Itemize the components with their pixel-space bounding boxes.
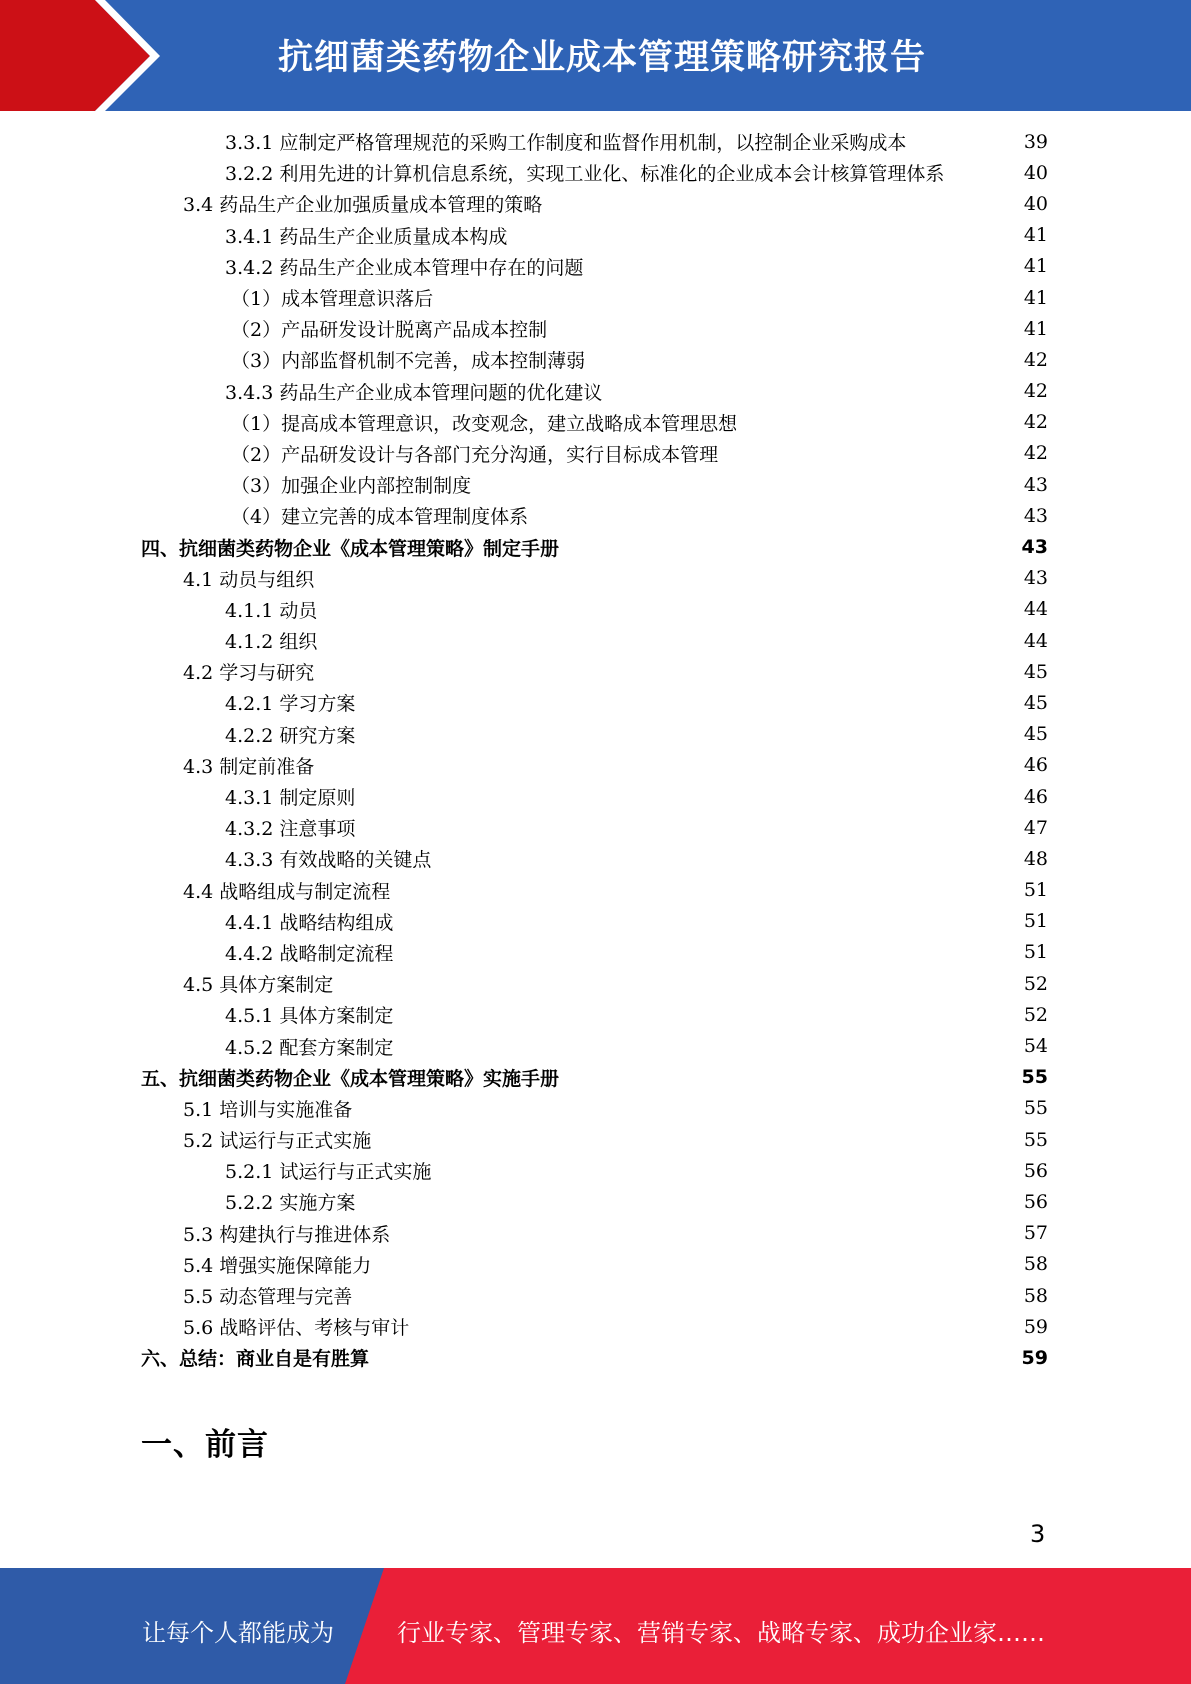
toc-entry-page: 42 <box>1023 380 1048 403</box>
toc-entry[interactable] <box>0 469 1191 500</box>
toc-entry[interactable] <box>0 376 1191 407</box>
toc-dot-leader <box>373 1348 995 1367</box>
toc-entry-label: 4.2.2 研究方案 <box>225 724 356 747</box>
toc-entry-page: 58 <box>1023 1284 1048 1307</box>
toc-entry-label: （1）成本管理意识落后 <box>231 288 434 311</box>
toc-entry-label: 4.4 战略组成与制定流程 <box>183 880 391 903</box>
toc-entry-page: 57 <box>1023 1222 1048 1245</box>
toc-dot-leader <box>546 194 995 213</box>
toc-entry-page: 41 <box>1023 286 1048 309</box>
toc-entry-page: 48 <box>1023 847 1048 870</box>
toc-entry-label: 5.4 增强实施保障能力 <box>183 1254 372 1277</box>
toc-entry-page: 42 <box>1023 348 1048 371</box>
toc-entry[interactable] <box>0 157 1191 188</box>
toc-entry-label: 五、抗细菌类药物企业《成本管理策略》实施手册 <box>141 1067 560 1090</box>
toc-entry-page: 41 <box>1023 224 1048 247</box>
toc-entry-page: 39 <box>1023 130 1048 153</box>
toc-entry-page: 55 <box>1021 1066 1048 1089</box>
toc-dot-leader <box>563 1068 995 1087</box>
footer-slogan-left: 让每个人都能成为 <box>142 1619 334 1647</box>
toc-entry-label: （3）加强企业内部控制制度 <box>231 475 472 498</box>
toc-entry[interactable] <box>0 407 1191 438</box>
toc-dot-leader <box>359 725 995 744</box>
toc-entry-label: 4.5 具体方案制定 <box>183 974 334 997</box>
toc-entry-page: 47 <box>1023 816 1048 839</box>
toc-entry[interactable] <box>0 1218 1191 1249</box>
toc-entry-page: 52 <box>1023 972 1048 995</box>
toc-entry[interactable] <box>0 999 1191 1030</box>
toc-entry-page: 51 <box>1023 910 1048 933</box>
toc-entry-page: 43 <box>1023 473 1048 496</box>
toc-dot-leader <box>606 382 995 401</box>
toc-entry-page: 41 <box>1023 317 1048 340</box>
toc-dot-leader <box>435 849 995 868</box>
toc-entry-label: 4.1.2 组织 <box>225 631 318 654</box>
toc-entry[interactable] <box>0 687 1191 718</box>
toc-dot-leader <box>359 818 995 837</box>
toc-dot-leader <box>532 506 995 525</box>
toc-entry-page: 43 <box>1021 536 1048 559</box>
toc-dot-leader <box>475 475 995 494</box>
toc-entry-page: 45 <box>1023 723 1048 746</box>
toc-entry-label: 3.2.2 利用先进的计算机信息系统，实现工业化、标准化的企业成本会计核算管理体系 <box>225 163 945 186</box>
toc-dot-leader <box>318 756 995 775</box>
toc-entry-label: 4.3.3 有效战略的关键点 <box>225 849 432 872</box>
toc-entry-label: 5.3 构建执行与推进体系 <box>183 1223 391 1246</box>
toc-dot-leader <box>589 350 995 369</box>
toc-entry[interactable] <box>0 1186 1191 1217</box>
toc-entry-label: 5.2 试运行与正式实施 <box>183 1130 372 1153</box>
toc-entry[interactable] <box>0 1342 1191 1373</box>
toc-entry-label: （4）建立完善的成本管理制度体系 <box>231 506 529 529</box>
toc-entry[interactable] <box>0 1249 1191 1280</box>
toc-entry-label: 3.4 药品生产企业加强质量成本管理的策略 <box>183 194 543 217</box>
toc-dot-leader <box>375 1130 995 1149</box>
toc-entry-label: （1）提高成本管理意识，改变观念，建立战略成本管理思想 <box>231 412 738 435</box>
toc-entry[interactable] <box>0 500 1191 531</box>
toc-entry-label: 3.4.2 药品生产企业成本管理中存在的问题 <box>225 256 584 279</box>
toc-dot-leader <box>359 693 995 712</box>
toc-entry-page: 59 <box>1023 1315 1048 1338</box>
toc-entry[interactable] <box>0 438 1191 469</box>
toc-dot-leader <box>394 881 995 900</box>
toc-entry-label: 4.2 学习与研究 <box>183 662 315 685</box>
toc-entry[interactable] <box>0 1155 1191 1186</box>
toc-entry-page: 59 <box>1021 1346 1048 1369</box>
toc-dot-leader <box>375 1255 995 1274</box>
toc-entry-page: 51 <box>1023 879 1048 902</box>
toc-dot-leader <box>948 163 995 182</box>
toc-dot-leader <box>359 787 995 806</box>
toc-entry-label: 3.3.1 应制定严格管理规范的采购工作制度和监督作用机制，以控制企业采购成本 <box>225 132 907 155</box>
toc-dot-leader <box>413 1317 995 1336</box>
toc-entry[interactable] <box>0 906 1191 937</box>
toc-entry[interactable] <box>0 563 1191 594</box>
toc-entry-page: 40 <box>1023 161 1048 184</box>
toc-entry-page: 45 <box>1023 660 1048 683</box>
toc-dot-leader <box>397 943 995 962</box>
footer-slogan-right: 行业专家、管理专家、营销专家、战略专家、成功企业家…… <box>397 1619 1045 1647</box>
toc-entry-page: 55 <box>1023 1128 1048 1151</box>
toc-entry-label: 4.1 动员与组织 <box>183 568 315 591</box>
toc-entry-page: 40 <box>1023 192 1048 215</box>
toc-dot-leader <box>394 1224 995 1243</box>
toc-entry-label: 4.4.1 战略结构组成 <box>225 911 394 934</box>
toc-dot-leader <box>397 912 995 931</box>
toc-entry-label: 3.4.1 药品生产企业质量成本构成 <box>225 225 508 248</box>
page-header <box>0 0 1191 111</box>
toc-entry[interactable] <box>0 1062 1191 1093</box>
toc-entry-page: 44 <box>1023 629 1048 652</box>
toc-entry-page: 46 <box>1023 785 1048 808</box>
toc-dot-leader <box>563 538 995 557</box>
toc-entry-label: 5.5 动态管理与完善 <box>183 1286 353 1309</box>
toc-entry-label: 4.5.2 配套方案制定 <box>225 1036 394 1059</box>
toc-dot-leader <box>437 288 995 307</box>
toc-entry[interactable] <box>0 126 1191 157</box>
table-of-contents <box>0 126 1191 1374</box>
toc-entry-page: 56 <box>1023 1190 1048 1213</box>
toc-dot-leader <box>511 226 995 245</box>
toc-dot-leader <box>318 662 995 681</box>
toc-entry[interactable] <box>0 937 1191 968</box>
page-footer <box>0 1568 1191 1684</box>
toc-entry[interactable] <box>0 531 1191 562</box>
toc-entry-page: 56 <box>1023 1159 1048 1182</box>
toc-entry[interactable] <box>0 282 1191 313</box>
toc-entry[interactable] <box>0 1093 1191 1124</box>
toc-entry-label: 4.3.2 注意事项 <box>225 818 356 841</box>
toc-entry-label: （2）产品研发设计脱离产品成本控制 <box>231 319 548 342</box>
toc-entry-page: 44 <box>1023 598 1048 621</box>
toc-entry-label: 4.1.1 动员 <box>225 599 318 622</box>
toc-entry-label: 3.4.3 药品生产企业成本管理问题的优化建议 <box>225 381 603 404</box>
toc-entry-label: 5.2.1 试运行与正式实施 <box>225 1161 432 1184</box>
toc-entry[interactable] <box>0 812 1191 843</box>
toc-entry[interactable] <box>0 843 1191 874</box>
toc-entry[interactable] <box>0 781 1191 812</box>
toc-dot-leader <box>397 1005 995 1024</box>
toc-entry-label: （2）产品研发设计与各部门充分沟通，实行目标成本管理 <box>231 443 719 466</box>
toc-entry-label: 4.3.1 制定原则 <box>225 787 356 810</box>
toc-entry[interactable] <box>0 656 1191 687</box>
toc-entry-page: 41 <box>1023 255 1048 278</box>
header-title: 抗细菌类药物企业成本管理策略研究报告 <box>278 38 927 78</box>
toc-entry-label: 4.4.2 战略制定流程 <box>225 942 394 965</box>
toc-entry-page: 46 <box>1023 754 1048 777</box>
toc-entry-label: 4.2.1 学习方案 <box>225 693 356 716</box>
toc-entry[interactable] <box>0 1280 1191 1311</box>
toc-dot-leader <box>318 569 995 588</box>
toc-entry[interactable] <box>0 875 1191 906</box>
toc-dot-leader <box>551 319 995 338</box>
toc-entry-page: 45 <box>1023 691 1048 714</box>
toc-dot-leader <box>397 1037 995 1056</box>
toc-entry[interactable] <box>0 625 1191 656</box>
toc-entry[interactable] <box>0 344 1191 375</box>
toc-dot-leader <box>321 631 995 650</box>
toc-entry[interactable] <box>0 251 1191 282</box>
toc-entry-label: 四、抗细菌类药物企业《成本管理策略》制定手册 <box>141 537 560 560</box>
toc-entry-label: 5.6 战略评估、考核与审计 <box>183 1317 410 1340</box>
toc-entry[interactable] <box>0 220 1191 251</box>
toc-entry-page: 51 <box>1023 941 1048 964</box>
toc-dot-leader <box>356 1099 995 1118</box>
toc-entry-page: 42 <box>1023 411 1048 434</box>
toc-entry-label: 5.1 培训与实施准备 <box>183 1098 353 1121</box>
toc-entry[interactable] <box>0 313 1191 344</box>
toc-dot-leader <box>587 257 995 276</box>
toc-dot-leader <box>435 1161 995 1180</box>
toc-entry-page: 42 <box>1023 442 1048 465</box>
toc-entry-page: 54 <box>1023 1035 1048 1058</box>
toc-entry[interactable] <box>0 594 1191 625</box>
toc-entry[interactable] <box>0 188 1191 219</box>
toc-entry-page: 43 <box>1023 567 1048 590</box>
toc-entry[interactable] <box>0 968 1191 999</box>
page-number: 3 <box>1030 1520 1046 1548</box>
toc-entry[interactable] <box>0 1311 1191 1342</box>
toc-dot-leader <box>722 444 995 463</box>
toc-dot-leader <box>741 413 995 432</box>
toc-entry[interactable] <box>0 719 1191 750</box>
toc-entry-label: 4.5.1 具体方案制定 <box>225 1005 394 1028</box>
toc-dot-leader <box>321 600 995 619</box>
toc-entry-page: 58 <box>1023 1253 1048 1276</box>
toc-entry-label: 六、总结：商业自是有胜算 <box>141 1348 370 1371</box>
toc-entry-page: 43 <box>1023 504 1048 527</box>
toc-entry-label: 5.2.2 实施方案 <box>225 1192 356 1215</box>
toc-entry[interactable] <box>0 750 1191 781</box>
toc-dot-leader <box>359 1192 995 1211</box>
toc-entry[interactable] <box>0 1124 1191 1155</box>
toc-entry-page: 55 <box>1023 1097 1048 1120</box>
toc-entry[interactable] <box>0 1030 1191 1061</box>
section-heading: 一、前言 <box>141 1427 269 1463</box>
toc-dot-leader <box>910 132 995 151</box>
toc-dot-leader <box>337 974 995 993</box>
toc-entry-label: 4.3 制定前准备 <box>183 755 315 778</box>
toc-dot-leader <box>356 1286 995 1305</box>
toc-entry-label: （3）内部监督机制不完善，成本控制薄弱 <box>231 350 586 373</box>
toc-entry-page: 52 <box>1023 1003 1048 1026</box>
